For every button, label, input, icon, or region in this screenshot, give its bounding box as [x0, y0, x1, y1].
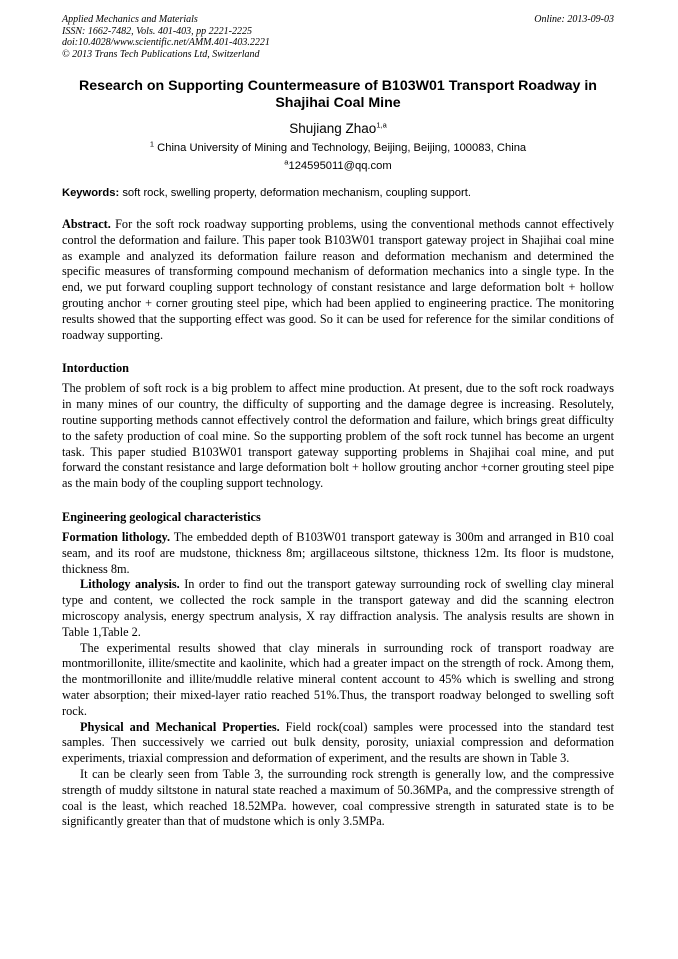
keywords-label: Keywords: — [62, 187, 120, 199]
author-name: Shujiang Zhao — [289, 121, 377, 136]
affiliation — [62, 139, 614, 154]
lithology-label: Lithology analysis. — [80, 577, 180, 592]
email-address[interactable]: 124595011@qq.com — [288, 160, 392, 172]
physical-label: Physical and Mechanical Properties. — [80, 719, 280, 734]
copyright-line: © 2013 Trans Tech Publications Ltd, Switzerland — [62, 48, 260, 60]
paper-page — [62, 14, 614, 830]
keywords-text: soft rock, swelling property, deformation mechanism, coupling support. — [122, 187, 471, 199]
physical-text: Field rock(coal) samples were processed into the standard test samples. Then successively we carried out bulk density, porosity, uniaxial compression and deformation experiments, triaxial compression and deformation of experiment, and the results are shown in Table 3. — [62, 719, 615, 766]
formation-paragraph — [62, 530, 614, 577]
formation-label: Formation lithology. — [62, 529, 171, 544]
experimental-paragraph: The experimental results showed that clay minerals in surrounding rock of transport roadway are montmorillonite, illite/smectite and kaolinite, which had a greater impact on the strength of rock. Among them, the montmorillonite and illite/muddle relative mineral content account to 45% which is swelling and strong water absorption; their mixed-layer ratio reached 51%.Thus, the transport roadway belonged to swelling soft rock. — [62, 640, 614, 718]
journal-name: Applied Mechanics and Materials — [62, 14, 198, 25]
abstract — [62, 217, 614, 343]
keywords — [62, 187, 614, 199]
section-heading-introduction: Intorduction — [62, 361, 129, 376]
abstract-text: For the soft rock roadway supporting problems, using the conventional methods cannot effectively control the deformation and failure. This paper took B103W01 transport gateway project in Shajihai coal mine as example and analyzed its deformation failure reason and deformation mechanism and determined the specific measures of transforming compound mechanism of deformation mechanics into a single type. In the end, we put forward coupling support technology of constant resistance and large deformation bolt + hollow grouting anchor + corner grouting steel pipe, which had been applied to engineering practice. The monitoring results showed that the supporting effect was good. So it can be used for reference for the similar conditions of roadway supporting. — [62, 217, 614, 342]
affiliation-text: China University of Mining and Technology, Beijing, Beijing, 100083, China — [157, 142, 527, 154]
doi-line[interactable]: doi:10.4028/www.scientific.net/AMM.401-403.2221 — [62, 37, 270, 48]
section-heading-geology: Engineering geological characteristics — [62, 509, 261, 524]
journal-header — [62, 14, 614, 60]
lithology-paragraph — [62, 577, 614, 640]
paper-title: Research on Supporting Countermeasure of B103W01 Transport Roadway in Shajihai Coal Mine — [79, 78, 597, 111]
email-sup: a — [284, 157, 289, 167]
physical-paragraph — [62, 720, 614, 767]
abstract-label: Abstract. — [62, 217, 111, 231]
lithology-text: In order to find out the transport gateway surrounding rock of swelling clay mineral type and content, we collected the rock sample in the transport gateway and did the scanning electron microscopy analysis, energy spectrum analysis, X ray diffraction analysis. The analysis results are shown in Table 1,Table 2. — [62, 577, 614, 639]
formation-text: The embedded depth of B103W01 transport gateway is 300m and arranged in B10 coal seam, and its roof are mudstone, thickness 8m; argillaceous siltstone, thickness 12m. Its floor is mudstone, thickness 8m. — [62, 529, 614, 576]
online-date: Online: 2013-09-03 — [534, 14, 614, 25]
conclusion-paragraph: It can be clearly seen from Table 3, the surrounding rock strength is generally low, and the compressive strength of muddy siltstone in natural state reached a maximum of 50.36MPa, and the compressive strength of coal is the least, which reached 18.52MPa. however, coal compressive strength in saturated state is to be significantly greater than that of mudstone which is only 3.5MPa. — [62, 766, 614, 829]
affiliation-sup: 1 — [149, 139, 155, 149]
email-line — [62, 157, 614, 172]
issn-line: ISSN: 1662-7482, Vols. 401-403, pp 2221-2225 — [62, 25, 252, 37]
author-sup: 1,a — [376, 120, 387, 130]
introduction-paragraph: The problem of soft rock is a big problem to affect mine production. At present, due to the soft rock roadways in many mines of our country, the difficulty of supporting and the damage degree is increasing. Resolutely, routine supporting methods cannot effectively control the deformation and failure, which brings great difficulty to the safety production of coal mine. So the supporting problem of the soft rock tunnel has become an urgent task. This paper studied B103W01 transport gateway supporting problems in Shajihai coal mine, and put forward the constant resistance and large deformation bolt + hollow grouting anchor +corner grouting steel pipe as the main body of the coupling support technology. — [62, 381, 614, 491]
author-line — [62, 121, 614, 136]
